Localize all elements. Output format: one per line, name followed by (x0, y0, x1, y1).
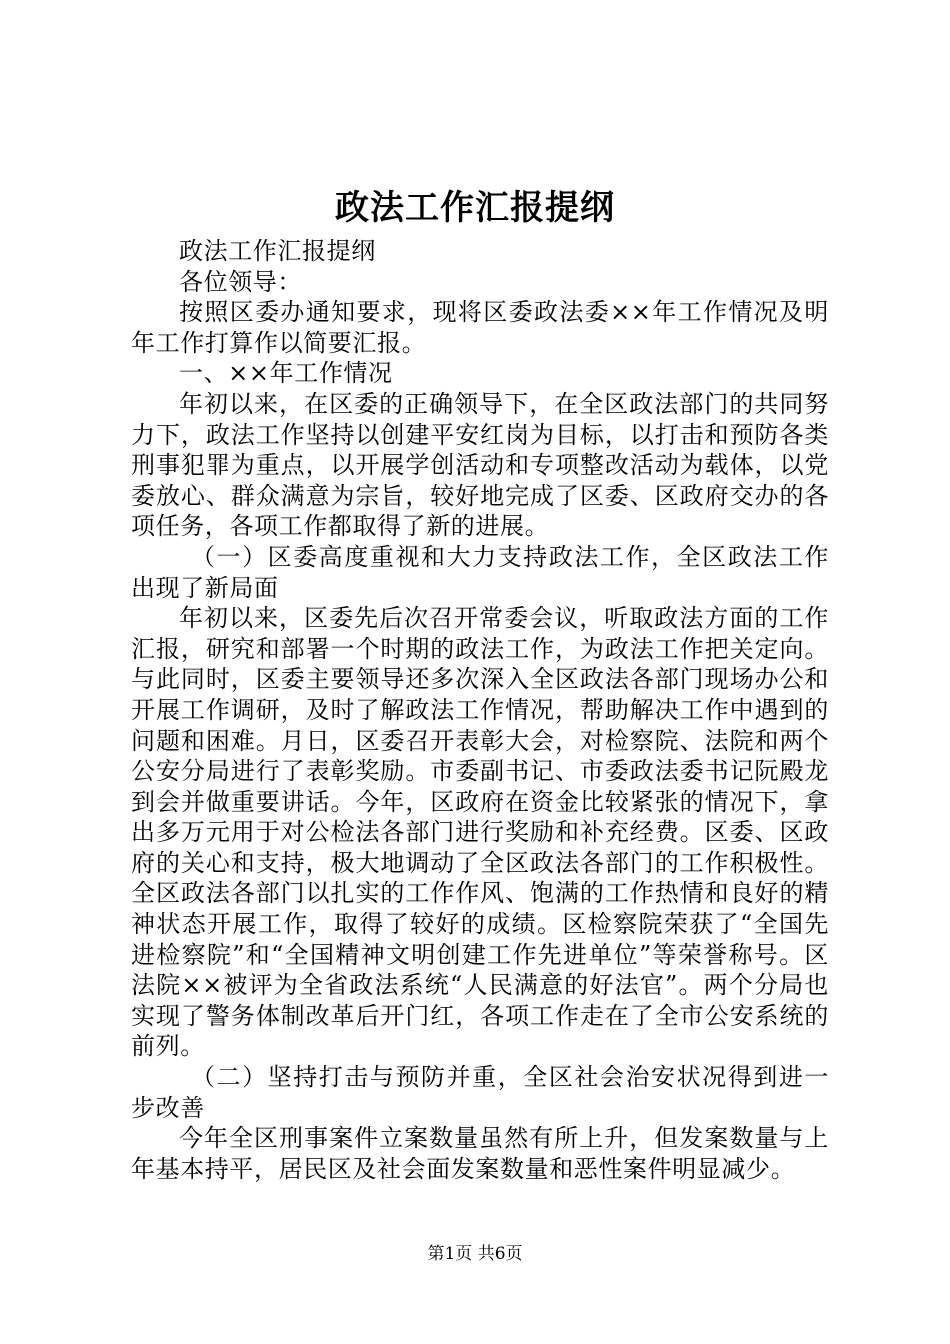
document-body (131, 236, 829, 1184)
paragraph-intro: 按照区委办通知要求，现将区委政法委××年工作情况及明年工作打算作以简要汇报。 (131, 298, 829, 357)
page-footer: 第1页 共6页 (427, 1244, 523, 1264)
paragraph-subsection-1: 年初以来，区委先后次召开常委会议，听取政法方面的工作汇报，研究和部署一个时期的政法工作，为政法工作把关定向。与此同时，区委主要领导还多次深入全区政法各部门现场办公和开展工作调研，及时了解政法工作情况，帮助解决工作中遇到的问题和困难。月日，区委召开表彰大会，对检察院、法院和两个公安分局进行了表彰奖励。市委副书记、市委政法委书记阮殿龙到会并做重要讲话。今年，区政府在资金比较紧张的情况下，拿出多万元用于对公检法各部门进行奖励和补充经费。区委、区政府的关心和支持，极大地调动了全区政法各部门的工作积极性。全区政法各部门以扎实的工作作风、饱满的工作热情和良好的精神状态开展工作，取得了较好的成绩。区检察院荣获了“全国先进检察院”和“全国精神文明创建工作先进单位”等荣誉称号。区法院××被评为全省政法系统“人民满意的好法官”。两个分局也实现了警务体制改革后开门红，各项工作走在了全市公安系统的前列。 (131, 604, 829, 1061)
paragraph-salutation: 各位领导： (179, 267, 302, 296)
paragraph-subtitle: 政法工作汇报提纲 (179, 237, 376, 265)
paragraph-subsection-2: 今年全区刑事案件立案数量虽然有所上升，但发案数量与上年基本持平，居民区及社会面发案数量和恶性案件明显减少。 (131, 1124, 829, 1183)
document-title: 政法工作汇报提纲 (335, 188, 615, 228)
subsection-heading-1: （一）区委高度重视和大力支持政法工作，全区政法工作出现了新局面 (131, 542, 829, 602)
paragraph-overview: 年初以来，在区委的正确领导下，在全区政法部门的共同努力下，政法工作坚持以创建平安红岗为目标，以打击和预防各类刑事犯罪为重点，以开展学创活动和专项整改活动为载体，以党委放心、群众满意为宗旨，较好地完成了区委、区政府交办的各项任务，各项工作都取得了新的进展。 (131, 389, 829, 541)
section-heading-1: 一、××年工作情况 (179, 359, 393, 388)
subsection-heading-2: （二）坚持打击与预防并重，全区社会治安状况得到进一步改善 (131, 1063, 829, 1122)
